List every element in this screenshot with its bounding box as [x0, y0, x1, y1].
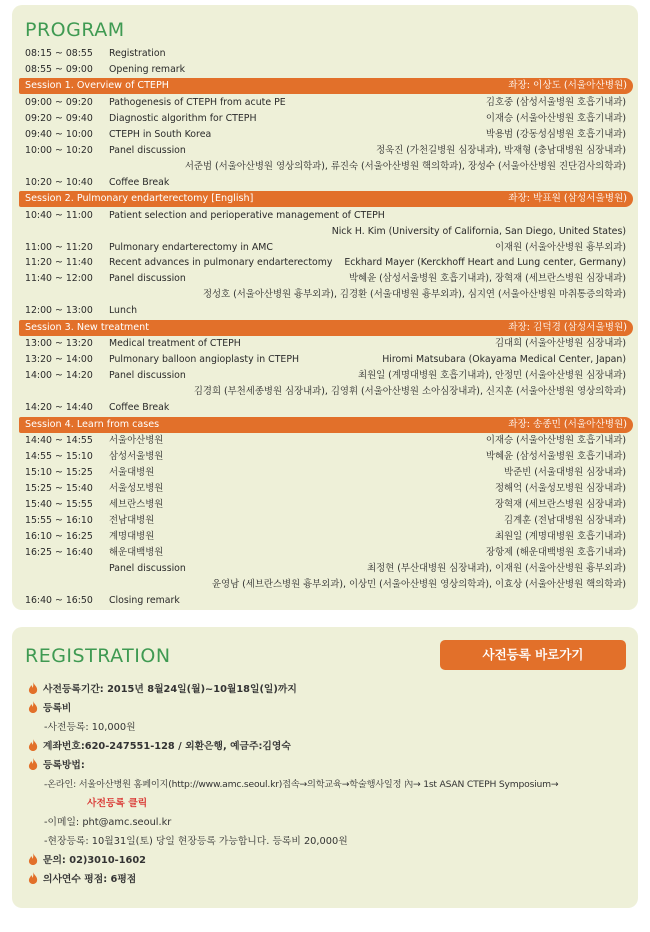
reg-credits-text: 의사연수 평점: 6평점: [43, 874, 137, 885]
row-title: Pulmonary balloon angioplasty in CTEPH: [109, 354, 300, 366]
program-row: [12, 481, 638, 496]
reg-online: -온라인: 서울아산병원 홈페이지(http://www.amc.seoul.kr)접속→의학교육→학술행사일정 內→ 1st ASAN CTEPH Symposium→: [44, 779, 559, 790]
row-title: Patient selection and perioperative management of CTEPH: [109, 209, 385, 221]
row-title: CTEPH in South Korea: [109, 128, 212, 140]
row-speaker: 김계훈 (전남대병원 심장내과): [504, 514, 626, 526]
flame-bullet-icon: [27, 872, 39, 884]
reg-email: -이메일: pht@amc.seoul.kr: [44, 817, 172, 828]
reg-inquiry-item: [27, 853, 146, 869]
row-speaker: 박용범 (강동성심병원 호흡기내과): [485, 128, 626, 140]
program-row: [12, 46, 638, 61]
row-time: 09:40 ~ 10:00: [25, 128, 93, 140]
session-header: [19, 191, 633, 207]
row-time: 15:40 ~ 15:55: [25, 498, 93, 510]
row-title: Opening remark: [109, 63, 186, 75]
program-row: [12, 433, 638, 448]
row-speaker: 정해억 (서울성모병원 심장내과): [494, 482, 626, 494]
program-row: [12, 240, 638, 255]
reg-method-label: 등록방법:: [43, 760, 85, 771]
row-speaker: 서준범 (서울아산병원 영상의학과), 류진숙 (서울아산병원 핵의학과), 장성수 (서울아산병원 진단검사의학과): [184, 160, 626, 172]
program-row: [12, 255, 638, 270]
program-row: [12, 303, 638, 318]
session-title: Session 3. New treatment: [25, 321, 149, 333]
flame-bullet-icon: [27, 853, 39, 865]
row-speaker: 최원일 (계명대병원 호흡기내과), 안정민 (서울아산병원 심장내과): [358, 370, 626, 382]
row-time: 16:40 ~ 16:50: [25, 594, 93, 606]
row-title: Panel discussion: [109, 370, 186, 382]
row-time: 15:25 ~ 15:40: [25, 482, 93, 494]
program-row: [12, 384, 638, 399]
reg-method-item: [27, 758, 85, 774]
row-speaker: 장항제 (해운대백병원 호흡기내과): [485, 546, 626, 558]
row-time: 16:10 ~ 16:25: [25, 530, 93, 542]
row-title: Lunch: [109, 305, 138, 317]
row-time: 15:10 ~ 15:25: [25, 466, 93, 478]
row-time: 10:00 ~ 10:20: [25, 144, 93, 156]
row-speaker: 김경희 (부천세종병원 심장내과), 김영휘 (서울아산병원 소아심장내과), 신지훈 (서울아산병원 영상의학과): [193, 386, 626, 398]
session-chair: 좌장: 박표원 (삼성서울병원): [508, 193, 627, 205]
program-row: [12, 175, 638, 190]
row-time: 14:55 ~ 15:10: [25, 450, 93, 462]
row-title: Panel discussion: [109, 144, 186, 156]
row-time: 11:20 ~ 11:40: [25, 257, 93, 269]
program-row: [12, 529, 638, 544]
program-row: [12, 400, 638, 415]
session-title: Session 1. Overview of CTEPH: [25, 80, 169, 92]
row-time: 15:55 ~ 16:10: [25, 514, 93, 526]
row-title: Panel discussion: [109, 562, 186, 574]
row-time: 12:00 ~ 13:00: [25, 305, 93, 317]
program-row: [12, 62, 638, 77]
program-row: [12, 127, 638, 142]
program-row: [12, 159, 638, 174]
row-speaker: 최정현 (부산대병원 심장내과), 이재원 (서울아산병원 흉부외과): [367, 562, 626, 574]
reg-period-item: [27, 682, 297, 698]
row-title: 계명대병원: [109, 530, 155, 542]
program-row: [12, 545, 638, 560]
program-row: [12, 577, 638, 592]
row-time: 14:20 ~ 14:40: [25, 402, 93, 414]
row-title: Diagnostic algorithm for CTEPH: [109, 112, 257, 124]
program-row: [12, 513, 638, 528]
flame-bullet-icon: [27, 701, 39, 713]
flame-bullet-icon: [27, 758, 39, 770]
row-title: 서울성모병원: [109, 482, 164, 494]
flame-bullet-icon: [27, 739, 39, 751]
row-title: 전남대병원: [109, 514, 155, 526]
row-speaker: 박혜윤 (삼성서울병원 호흡기내과): [485, 450, 626, 462]
registration-panel: [12, 627, 638, 908]
reg-inquiry-text: 문의: 02)3010-1602: [43, 855, 146, 866]
row-time: 09:20 ~ 09:40: [25, 112, 93, 124]
session-chair: 좌장: 김덕경 (삼성서울병원): [508, 321, 627, 333]
row-title: 세브란스병원: [109, 498, 164, 510]
row-speaker: 장혁재 (세브란스병원 심장내과): [494, 498, 626, 510]
pre-registration-button[interactable]: 사전등록 바로가기: [440, 640, 626, 670]
registration-heading: REGISTRATION: [25, 645, 171, 667]
row-title: 해운대백병원: [109, 546, 164, 558]
program-row: [12, 271, 638, 286]
row-time: 14:40 ~ 14:55: [25, 435, 93, 446]
reg-credits-item: [27, 872, 136, 888]
row-speaker: Eckhard Mayer (Kerckhoff Heart and Lung center, Germany): [344, 257, 626, 269]
program-row: [12, 449, 638, 464]
session-title: Session 4. Learn from cases: [25, 418, 160, 430]
row-speaker: 김대희 (서울아산병원 심장내과): [494, 338, 626, 350]
row-time: 13:00 ~ 13:20: [25, 338, 93, 350]
row-speaker: 박준빈 (서울대병원 심장내과): [504, 466, 626, 478]
row-time: 11:40 ~ 12:00: [25, 273, 93, 285]
row-title: Registration: [109, 48, 166, 59]
row-title: Coffee Break: [109, 402, 170, 414]
reg-onsite: -현장등록: 10월31일(토) 당일 현장등록 가능합니다. 등록비 20,000원: [44, 836, 348, 847]
row-title: Pulmonary endarterectomy in AMC: [109, 241, 273, 253]
row-title: Pathogenesis of CTEPH from acute PE: [109, 96, 286, 108]
reg-fee-item: [27, 701, 71, 717]
session-header: [19, 417, 633, 433]
reg-period-text: 사전등록기간: 2015년 8월24일(월)~10월18일(일)까지: [43, 684, 297, 695]
row-time: 11:00 ~ 11:20: [25, 241, 93, 253]
program-row: [12, 352, 638, 367]
row-speaker: 윤영남 (세브란스병원 흉부외과), 이상민 (서울아산병원 영상의학과), 이효상 (서울아산병원 핵의학과): [212, 578, 626, 590]
row-title: Panel discussion: [109, 273, 186, 285]
session-title: Session 2. Pulmonary endarterectomy [English]: [25, 193, 254, 205]
row-speaker: 이재승 (서울아산병원 호흡기내과): [485, 112, 626, 124]
row-time: 14:00 ~ 14:20: [25, 370, 93, 382]
reg-fee-pre: -사전등록: 10,000원: [44, 722, 136, 733]
row-time: 10:40 ~ 11:00: [25, 209, 93, 221]
row-speaker: Nick H. Kim (University of California, San Diego, United States): [331, 225, 626, 237]
program-row: [12, 497, 638, 512]
row-speaker: 정성호 (서울아산병원 흉부외과), 김경환 (서울대병원 흉부외과), 심지연 (서울아산병원 마취통증의학과): [202, 289, 626, 301]
row-title: Medical treatment of CTEPH: [109, 338, 241, 350]
row-speaker: 최원일 (계명대병원 호흡기내과): [494, 530, 626, 542]
flame-bullet-icon: [27, 682, 39, 694]
program-row: [12, 287, 638, 302]
program-row: [12, 368, 638, 383]
program-row: [12, 336, 638, 351]
row-title: 삼성서울병원: [109, 450, 164, 462]
program-row: [12, 561, 638, 576]
row-speaker: Hiromi Matsubara (Okayama Medical Center, Japan): [382, 354, 626, 366]
program-row: [12, 465, 638, 480]
program-row: [12, 111, 638, 126]
row-time: 08:55 ~ 09:00: [25, 63, 93, 75]
session-chair: 좌장: 이상도 (서울아산병원): [508, 80, 627, 92]
program-heading: PROGRAM: [25, 19, 125, 41]
row-time: 13:20 ~ 14:00: [25, 354, 93, 366]
program-row: [12, 593, 638, 608]
reg-online-link[interactable]: 사전등록 클릭: [87, 798, 148, 809]
row-title: 서울아산병원: [109, 435, 164, 446]
reg-fee-label: 등록비: [43, 703, 72, 714]
row-speaker: 이재원 (서울아산병원 흉부외과): [494, 241, 626, 253]
reg-account-item: [27, 739, 291, 755]
row-time: 09:00 ~ 09:20: [25, 96, 93, 108]
row-time: 16:25 ~ 16:40: [25, 546, 93, 558]
row-title: Closing remark: [109, 594, 180, 606]
row-title: Recent advances in pulmonary endarterectomy: [109, 257, 333, 269]
row-speaker: 박혜윤 (삼성서울병원 호흡기내과), 장혁재 (세브란스병원 심장내과): [348, 273, 626, 285]
reg-account-text: 계좌번호:620-247551-128 / 외환은행, 예금주:김영숙: [43, 741, 291, 752]
row-title: 서울대병원: [109, 466, 155, 478]
session-header: [19, 320, 633, 336]
row-speaker: 김호중 (삼성서울병원 호흡기내과): [485, 96, 626, 108]
session-chair: 좌장: 송종민 (서울아산병원): [508, 418, 627, 430]
row-time: 10:20 ~ 10:40: [25, 176, 93, 188]
program-row: [12, 95, 638, 110]
program-row: [12, 208, 638, 223]
row-speaker: 정욱진 (가천길병원 심장내과), 박재형 (충남대병원 심장내과): [376, 144, 626, 156]
program-row: [12, 143, 638, 158]
session-header: [19, 78, 633, 94]
row-time: 08:15 ~ 08:55: [25, 48, 93, 59]
program-row: [12, 224, 638, 239]
row-speaker: 이재승 (서울아산병원 호흡기내과): [485, 435, 626, 446]
row-title: Coffee Break: [109, 176, 170, 188]
program-panel: [12, 5, 638, 610]
